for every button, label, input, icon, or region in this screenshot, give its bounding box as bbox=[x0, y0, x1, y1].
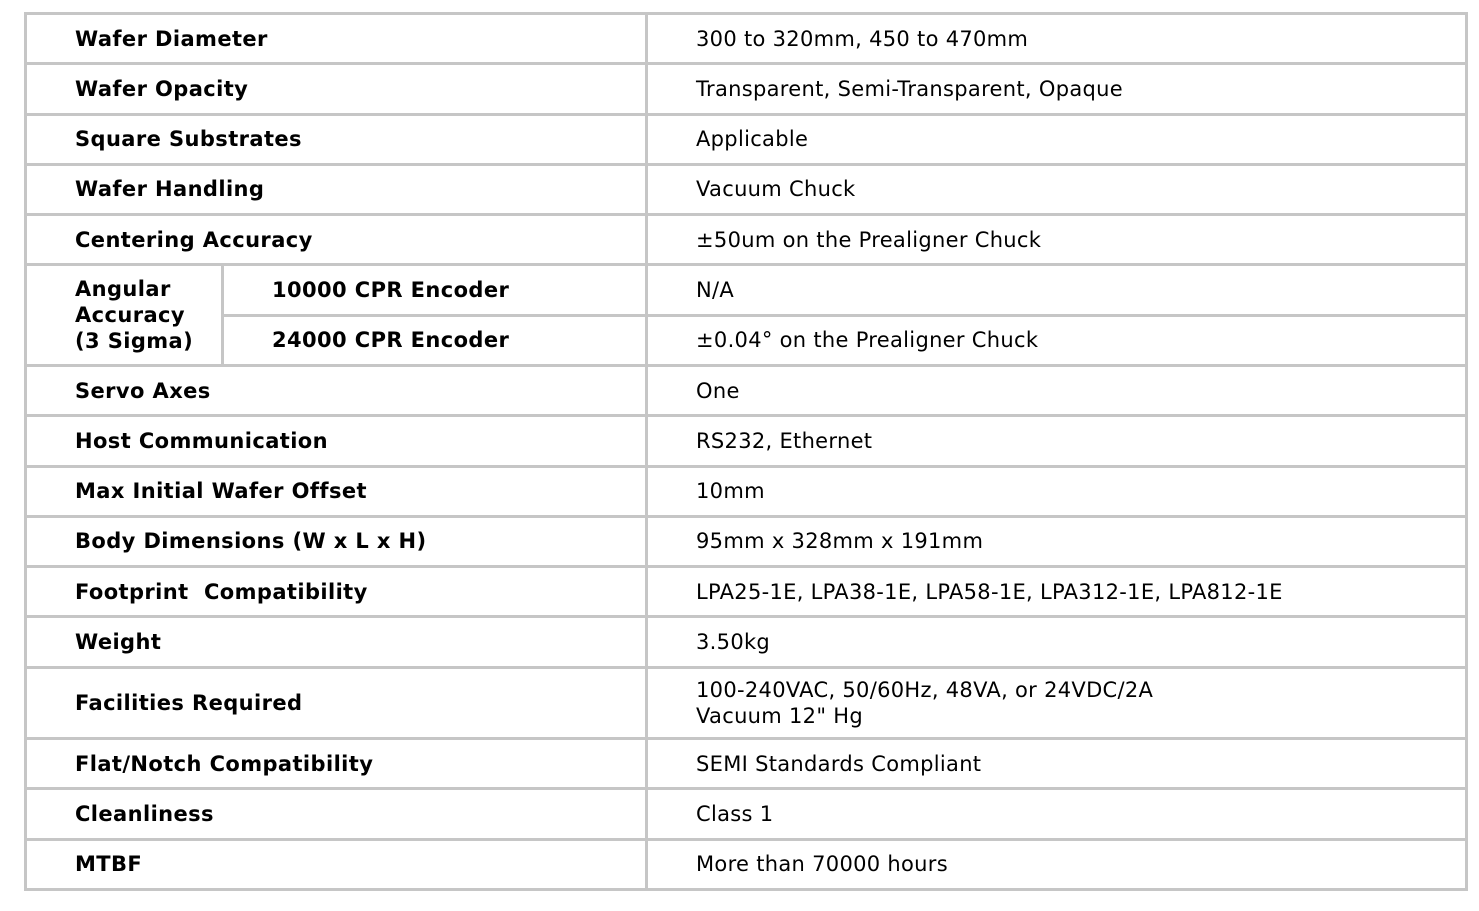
group-label-line: Accuracy bbox=[75, 303, 185, 328]
row-sublabel: 10000 CPR Encoder bbox=[223, 265, 647, 315]
row-value: RS232, Ethernet bbox=[647, 416, 1467, 466]
table-row bbox=[26, 789, 1467, 839]
row-label: MTBF bbox=[26, 839, 647, 889]
row-value: N/A bbox=[647, 265, 1467, 315]
row-label: Facilities Required bbox=[26, 667, 647, 738]
row-value: ±0.04° on the Prealigner Chuck bbox=[647, 315, 1467, 365]
row-label: Wafer Handling bbox=[26, 164, 647, 214]
group-label-line: (3 Sigma) bbox=[75, 329, 194, 354]
row-value: Applicable bbox=[647, 114, 1467, 164]
table-row bbox=[26, 667, 1467, 738]
value-line: 100-240VAC, 50/60Hz, 48VA, or 24VDC/2A bbox=[696, 677, 1154, 702]
row-value: Class 1 bbox=[647, 789, 1467, 839]
spec-table bbox=[24, 12, 1468, 891]
table-row bbox=[26, 567, 1467, 617]
row-label: Footprint Compatibility bbox=[26, 567, 647, 617]
row-value: One bbox=[647, 365, 1467, 415]
row-label: Weight bbox=[26, 617, 647, 667]
row-value: Transparent, Semi-Transparent, Opaque bbox=[647, 64, 1467, 114]
row-value: Vacuum Chuck bbox=[647, 164, 1467, 214]
table-row bbox=[26, 617, 1467, 667]
row-value: 95mm x 328mm x 191mm bbox=[647, 516, 1467, 566]
table-row bbox=[26, 64, 1467, 114]
row-value: LPA25-1E, LPA38-1E, LPA58-1E, LPA312-1E, LPA812-1E bbox=[647, 567, 1467, 617]
row-value: 10mm bbox=[647, 466, 1467, 516]
row-value: SEMI Standards Compliant bbox=[647, 739, 1467, 789]
row-label: Square Substrates bbox=[26, 114, 647, 164]
row-value: 3.50kg bbox=[647, 617, 1467, 667]
row-value: More than 70000 hours bbox=[647, 839, 1467, 889]
row-label: Wafer Opacity bbox=[26, 64, 647, 114]
value-line: Vacuum 12" Hg bbox=[696, 703, 863, 728]
row-label: Host Communication bbox=[26, 416, 647, 466]
row-label: Body Dimensions (W x L x H) bbox=[26, 516, 647, 566]
table-row bbox=[26, 739, 1467, 789]
row-label: Servo Axes bbox=[26, 365, 647, 415]
table-row bbox=[26, 164, 1467, 214]
row-label: Max Initial Wafer Offset bbox=[26, 466, 647, 516]
row-value: ±50um on the Prealigner Chuck bbox=[647, 215, 1467, 265]
table-row bbox=[26, 14, 1467, 64]
angular-accuracy-label bbox=[26, 265, 223, 366]
row-label: Flat/Notch Compatibility bbox=[26, 739, 647, 789]
table-row bbox=[26, 416, 1467, 466]
table-row bbox=[26, 516, 1467, 566]
table-row bbox=[26, 315, 1467, 365]
table-row bbox=[26, 114, 1467, 164]
row-label: Wafer Diameter bbox=[26, 14, 647, 64]
row-label: Centering Accuracy bbox=[26, 215, 647, 265]
row-label: Cleanliness bbox=[26, 789, 647, 839]
row-sublabel: 24000 CPR Encoder bbox=[223, 315, 647, 365]
table-row bbox=[26, 365, 1467, 415]
table-row bbox=[26, 466, 1467, 516]
row-value: 300 to 320mm, 450 to 470mm bbox=[647, 14, 1467, 64]
table-row bbox=[26, 215, 1467, 265]
row-value bbox=[647, 667, 1467, 738]
table-row bbox=[26, 839, 1467, 889]
group-label-line: Angular bbox=[75, 277, 171, 302]
table-row bbox=[26, 265, 1467, 315]
